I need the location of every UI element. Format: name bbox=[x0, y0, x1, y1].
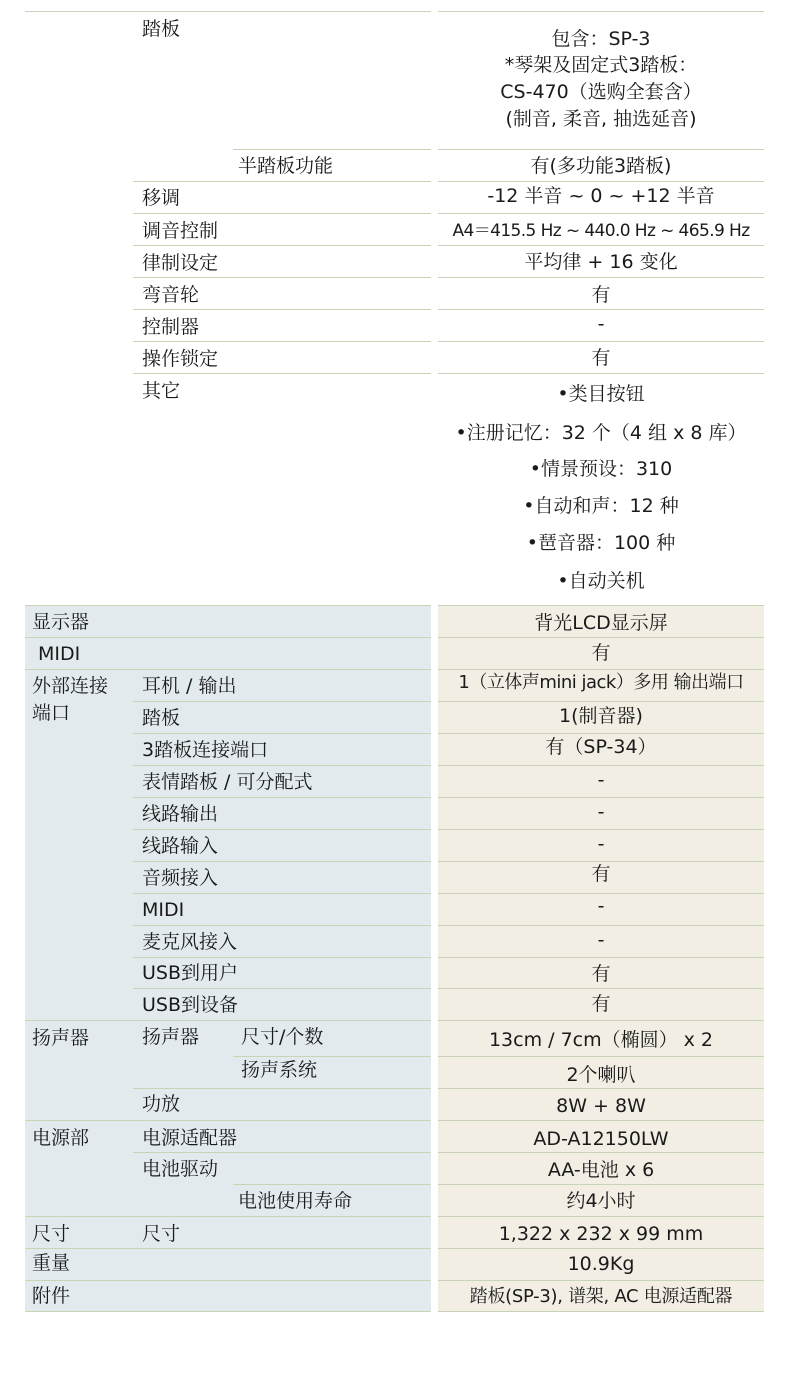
divider bbox=[133, 309, 431, 310]
divider bbox=[133, 701, 431, 702]
temperament-label: 律制设定 bbox=[142, 252, 219, 274]
battery-life-label: 电池使用寿命 bbox=[238, 1190, 353, 1212]
other-item: •自动和声：12 种 bbox=[523, 495, 679, 517]
divider bbox=[25, 1248, 431, 1249]
port-row-label: 线路输入 bbox=[142, 835, 219, 857]
display-value: 背光LCD显示屏 bbox=[534, 612, 668, 634]
port-row-value: 有 bbox=[591, 993, 611, 1015]
port-row-label: USB到用户 bbox=[142, 962, 239, 984]
bottom-divider-left bbox=[25, 1311, 431, 1312]
pedal-value-4: (制音, 柔音, 抽选延音) bbox=[505, 108, 697, 130]
divider bbox=[233, 149, 431, 150]
port-row-label: USB到设备 bbox=[142, 994, 239, 1016]
divider bbox=[438, 669, 764, 670]
divider bbox=[25, 1120, 431, 1121]
half-pedal-label: 半踏板功能 bbox=[238, 155, 334, 177]
divider bbox=[438, 1120, 764, 1121]
other-item: •自动关机 bbox=[557, 570, 645, 592]
divider bbox=[133, 1088, 431, 1089]
port-row-value: - bbox=[597, 895, 605, 917]
top-divider-left bbox=[25, 11, 431, 12]
speakers-sub-label: 扬声器 bbox=[142, 1026, 200, 1048]
divider bbox=[438, 637, 764, 638]
battery-label: 电池驱动 bbox=[142, 1158, 219, 1180]
divider bbox=[438, 1216, 764, 1217]
divider bbox=[438, 277, 764, 278]
tuning-label: 调音控制 bbox=[142, 220, 219, 242]
divider bbox=[438, 373, 764, 374]
weight-value: 10.9Kg bbox=[567, 1253, 635, 1275]
port-row-label: 线路输出 bbox=[142, 803, 219, 825]
pedal-value-3: CS-470（选购全套含） bbox=[500, 81, 702, 103]
divider bbox=[438, 1056, 764, 1057]
pedal-label: 踏板 bbox=[142, 18, 181, 40]
divider bbox=[133, 765, 431, 766]
port-row-label: MIDI bbox=[142, 899, 185, 921]
top-divider-right bbox=[438, 11, 764, 12]
divider bbox=[133, 988, 431, 989]
port-row-label: 表情踏板 / 可分配式 bbox=[142, 771, 313, 793]
divider bbox=[133, 181, 431, 182]
port-row-label: 麦克风接入 bbox=[142, 931, 238, 953]
pitch-bend-value: 有 bbox=[591, 284, 611, 306]
divider bbox=[133, 213, 431, 214]
speaker-size-value: 13cm / 7cm（椭圆） x 2 bbox=[488, 1029, 714, 1051]
divider bbox=[25, 1216, 431, 1217]
op-lock-value: 有 bbox=[591, 347, 611, 369]
port-row-value: 有 bbox=[591, 963, 611, 985]
divider bbox=[133, 893, 431, 894]
pitch-bend-label: 弯音轮 bbox=[142, 284, 200, 306]
divider bbox=[133, 925, 431, 926]
divider bbox=[438, 733, 764, 734]
battery-life-value: 约4小时 bbox=[566, 1190, 636, 1212]
divider bbox=[438, 957, 764, 958]
port-row-value: 1（立体声mini jack）多用 输出端口 bbox=[458, 672, 744, 693]
port-row-value: - bbox=[597, 833, 605, 855]
divider bbox=[438, 1248, 764, 1249]
port-row-value: 1(制音器) bbox=[559, 705, 643, 727]
speakers-label: 扬声器 bbox=[32, 1027, 90, 1049]
other-item: •注册记忆：32 个（4 组 x 8 库） bbox=[455, 422, 747, 444]
divider bbox=[133, 733, 431, 734]
divider bbox=[438, 988, 764, 989]
other-item: •琶音器：100 种 bbox=[526, 532, 676, 554]
divider bbox=[438, 829, 764, 830]
dimensions-label: 尺寸 bbox=[32, 1223, 71, 1245]
divider bbox=[25, 669, 431, 670]
ports-label-line2: 端口 bbox=[32, 702, 71, 724]
port-row-value: 有（SP-34） bbox=[545, 736, 657, 758]
other-item: •类目按钮 bbox=[557, 383, 645, 405]
divider bbox=[25, 605, 431, 606]
divider bbox=[438, 925, 764, 926]
divider bbox=[133, 861, 431, 862]
port-row-value: - bbox=[597, 769, 605, 791]
divider bbox=[133, 957, 431, 958]
divider bbox=[133, 797, 431, 798]
ports-label-line1: 外部连接 bbox=[32, 675, 109, 697]
port-row-value: - bbox=[597, 801, 605, 823]
divider bbox=[133, 829, 431, 830]
tuning-value: A4＝415.5 Hz ~ 440.0 Hz ~ 465.9 Hz bbox=[452, 221, 750, 241]
divider bbox=[438, 245, 764, 246]
divider bbox=[438, 341, 764, 342]
divider bbox=[133, 245, 431, 246]
divider bbox=[438, 605, 764, 606]
divider bbox=[25, 1020, 431, 1021]
divider bbox=[438, 1088, 764, 1089]
midi-label: MIDI bbox=[38, 643, 81, 665]
port-row-label: 耳机 / 输出 bbox=[142, 675, 237, 697]
divider bbox=[233, 1056, 431, 1057]
speaker-system-label: 扬声系统 bbox=[241, 1059, 318, 1081]
dimensions-sub-label: 尺寸 bbox=[142, 1223, 181, 1245]
divider bbox=[133, 341, 431, 342]
divider bbox=[133, 373, 431, 374]
divider bbox=[438, 1020, 764, 1021]
port-row-value: 有 bbox=[591, 863, 611, 885]
power-label: 电源部 bbox=[32, 1127, 90, 1149]
pedal-value-1: 包含：SP-3 bbox=[551, 28, 651, 50]
divider bbox=[25, 637, 431, 638]
shaded-block-left bbox=[25, 605, 431, 1311]
divider bbox=[25, 1280, 431, 1281]
controller-value: - bbox=[597, 313, 605, 335]
port-row-label: 踏板 bbox=[142, 707, 181, 729]
divider bbox=[133, 1152, 431, 1153]
battery-value: AA-电池 x 6 bbox=[547, 1159, 655, 1181]
transpose-label: 移调 bbox=[142, 187, 181, 209]
amp-value: 8W + 8W bbox=[556, 1095, 646, 1117]
display-label: 显示器 bbox=[32, 611, 90, 633]
dimensions-value: 1,322 x 232 x 99 mm bbox=[498, 1223, 704, 1245]
port-row-label: 3踏板连接端口 bbox=[142, 739, 269, 761]
transpose-value: -12 半音 ~ 0 ~ +12 半音 bbox=[487, 185, 715, 207]
adapter-value: AD-A12150LW bbox=[533, 1128, 669, 1150]
controller-label: 控制器 bbox=[142, 316, 200, 338]
bottom-divider-right bbox=[438, 1311, 764, 1312]
divider bbox=[438, 213, 764, 214]
divider bbox=[233, 1184, 431, 1185]
divider bbox=[133, 277, 431, 278]
amp-label: 功放 bbox=[142, 1093, 181, 1115]
midi-value: 有 bbox=[591, 642, 611, 664]
port-row-label: 音频接入 bbox=[142, 867, 219, 889]
speaker-system-value: 2个喇叭 bbox=[566, 1064, 636, 1086]
divider bbox=[438, 797, 764, 798]
divider bbox=[438, 1280, 764, 1281]
divider bbox=[438, 309, 764, 310]
op-lock-label: 操作锁定 bbox=[142, 348, 219, 370]
divider bbox=[438, 1152, 764, 1153]
speaker-size-label: 尺寸/个数 bbox=[241, 1026, 324, 1048]
other-item: •情景预设：310 bbox=[529, 458, 673, 480]
port-row-value: - bbox=[597, 929, 605, 951]
divider bbox=[438, 701, 764, 702]
divider bbox=[438, 1184, 764, 1185]
accessories-value: 踏板(SP-3), 谱架, AC 电源适配器 bbox=[469, 1286, 733, 1307]
divider bbox=[438, 765, 764, 766]
divider bbox=[438, 149, 764, 150]
pedal-value-2: *琴架及固定式3踏板： bbox=[504, 54, 698, 76]
weight-label: 重量 bbox=[32, 1252, 71, 1274]
temperament-value: 平均律 + 16 变化 bbox=[524, 251, 678, 273]
other-label: 其它 bbox=[142, 380, 181, 402]
adapter-label: 电源适配器 bbox=[142, 1127, 238, 1149]
half-pedal-value: 有(多功能3踏板) bbox=[530, 155, 672, 177]
divider bbox=[438, 181, 764, 182]
accessories-label: 附件 bbox=[32, 1285, 71, 1307]
